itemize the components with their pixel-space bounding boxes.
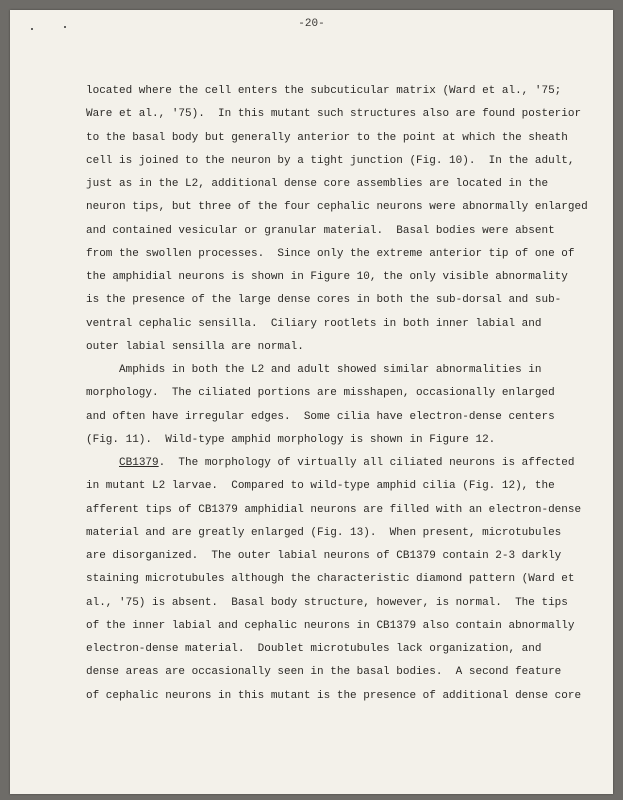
paragraph-1 — [86, 80, 588, 359]
text-line: located where the cell enters the subcuticular matrix (Ward et al., '75; — [86, 85, 562, 97]
text-line: is the presence of the large dense cores in both the sub-dorsal and sub- — [86, 294, 562, 307]
text-line: of the inner labial and cephalic neurons in CB1379 also contain abnormally — [86, 619, 575, 632]
text-line: dense areas are occasionally seen in the basal bodies. A second feature — [86, 666, 562, 679]
text-line: ventral cephalic sensilla. Ciliary rootlets in both inner labial and — [86, 317, 542, 330]
text-line: material and are greatly enlarged (Fig. 13). When present, microtubules — [86, 526, 562, 539]
text-line: al., '75) is absent. Basal body structure, however, is normal. The tips — [86, 596, 568, 609]
text-line: to the basal body but generally anterior to the point at which the sheath — [86, 131, 568, 144]
text-line: electron-dense material. Doublet microtubules lack organization, and — [86, 643, 542, 655]
body-text — [86, 80, 588, 708]
scan-speck — [31, 28, 33, 30]
page-number: -20- — [298, 18, 325, 30]
text-line: neuron tips, but three of the four cephalic neurons were abnormally enlarged — [86, 201, 588, 214]
text-line: Ware et al., '75). In this mutant such structures also are found posterior — [86, 108, 582, 121]
text-line: and contained vesicular or granular material. Basal bodies were absent — [86, 224, 555, 237]
text-line: afferent tips of CB1379 amphidial neurons are filled with an electron-dense — [86, 503, 582, 516]
text-line-with-heading — [86, 452, 575, 475]
text-line: the amphidial neurons is shown in Figure 10, the only visible abnormality — [86, 271, 568, 283]
heading-line-rest: . The morphology of virtually all ciliated neurons is affected — [158, 457, 575, 469]
scan-speck — [64, 26, 66, 28]
text-line: and often have irregular edges. Some cilia have electron-dense centers — [86, 410, 555, 423]
paragraph-2 — [86, 359, 566, 452]
text-line: from the swollen processes. Since only the extreme anterior tip of one of — [86, 247, 575, 260]
text-line: staining microtubules although the characteristic diamond pattern (Ward et — [86, 573, 575, 586]
text-line: are disorganized. The outer labial neurons of CB1379 contain 2-3 darkly — [86, 550, 562, 562]
text-line: morphology. The ciliated portions are misshapen, occasionally enlarged — [86, 387, 555, 400]
text-line: in mutant L2 larvae. Compared to wild-type amphid cilia (Fig. 12), the — [86, 480, 555, 493]
text-line: (Fig. 11). Wild-type amphid morphology is shown in Figure 12. — [86, 433, 496, 446]
text-line: Amphids in both the L2 and adult showed similar abnormalities in — [86, 364, 542, 376]
text-line: of cephalic neurons in this mutant is the presence of additional dense core — [86, 689, 582, 702]
strain-heading: CB1379 — [119, 457, 159, 469]
text-line: outer labial sensilla are normal. — [86, 340, 304, 353]
text-line: just as in the L2, additional dense core assemblies are located in the — [86, 178, 549, 190]
paragraph-3 — [86, 452, 582, 708]
document-page — [10, 10, 613, 794]
text-line: cell is joined to the neuron by a tight junction (Fig. 10). In the adult, — [86, 154, 575, 167]
